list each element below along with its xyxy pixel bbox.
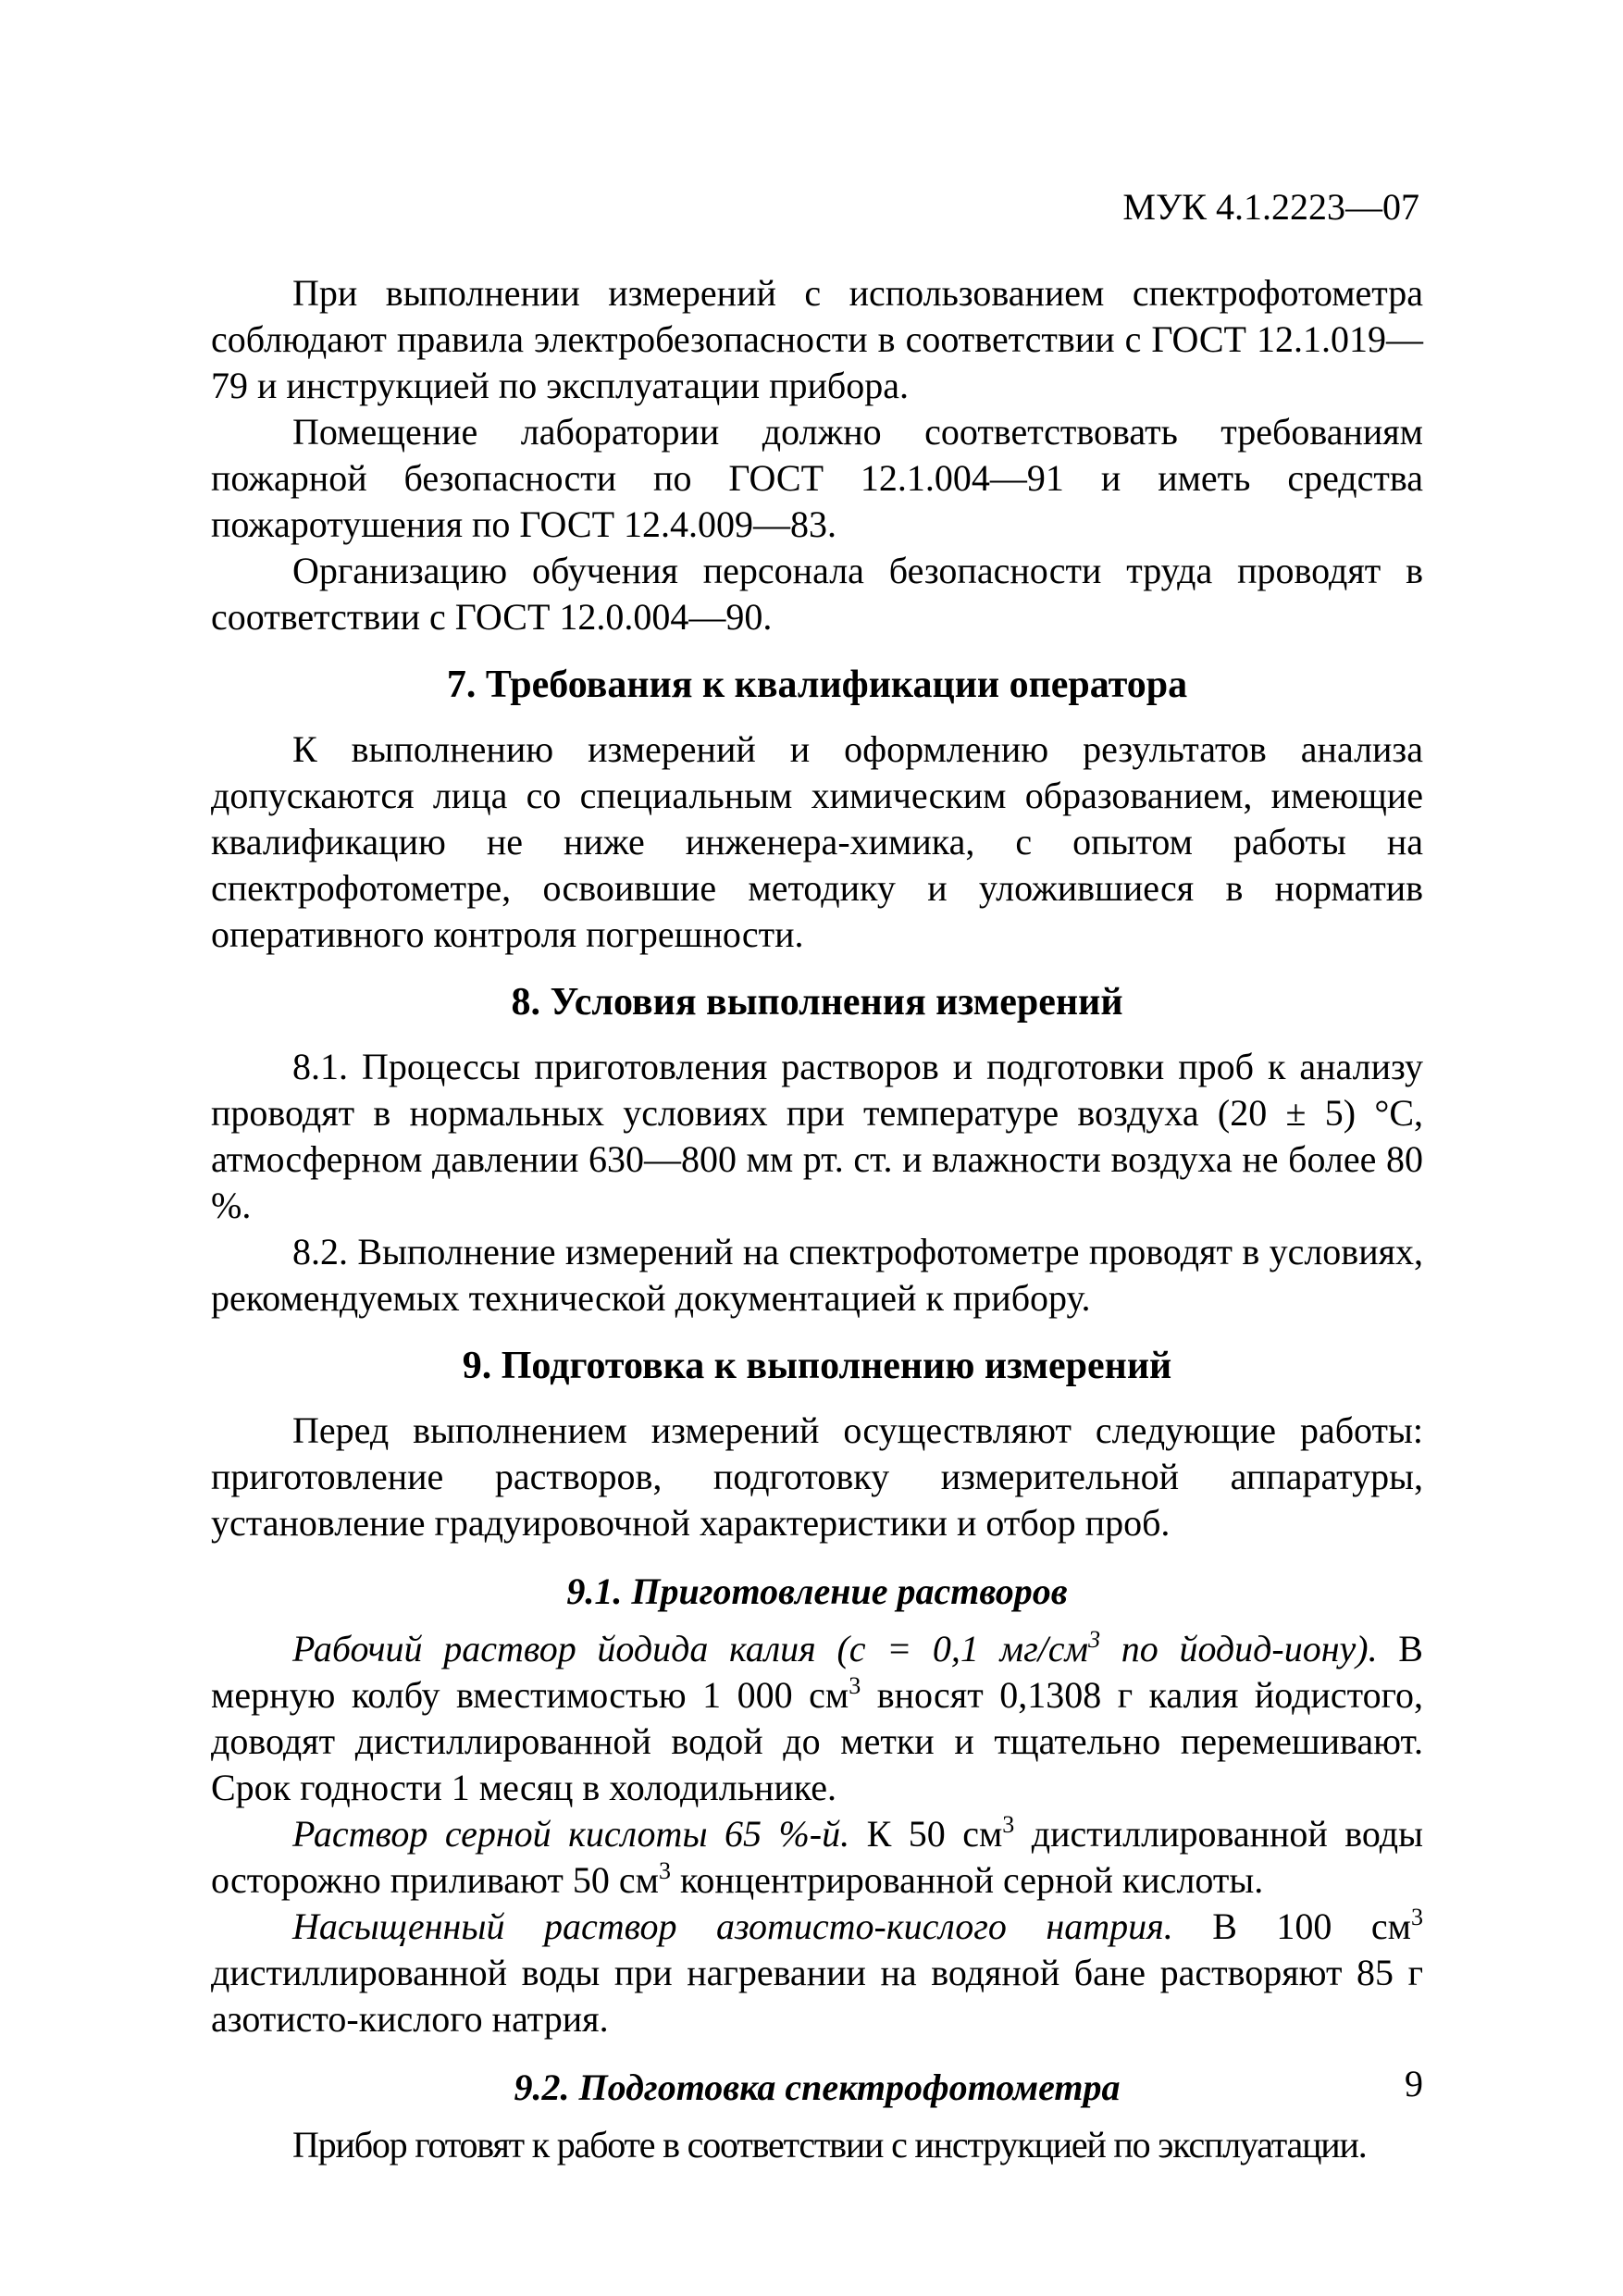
reagent-name-potassium-iodide: Рабочий раствор йодида калия (с = 0,1 $мг/см^3$ по йодид-иону). bbox=[292, 1626, 1378, 1669]
intro-paragraph-fire-safety: Помещение лаборатории должно соответствовать требованиям пожарной безопасности по ГОСТ 12.1.004—91 и иметь средства пожаротушения по ГОСТ 12.4.009—83. bbox=[211, 411, 1423, 545]
section-9-heading: 9. Подготовка к выполнению измерений bbox=[462, 1345, 1172, 1387]
intro-paragraph-electrical-safety: При выполнении измерений с использованием спектрофотометра соблюдают правила электробезопасности в соответствии с ГОСТ 12.1.019—79 и инструкцией по эксплуатации прибора. bbox=[211, 272, 1423, 406]
section-7-paragraph: К выполнению измерений и оформлению результатов анализа допускаются лица со специальным химическим образованием, имеющие квалификацию не ниже инженера-химика, с опытом работы на спектрофотометре, освоившие методику и уложившиеся в норматив оперативного контроля погрешности. bbox=[211, 728, 1423, 955]
page-number: 9 bbox=[1405, 2063, 1423, 2104]
subsection-9-1-heading: 9.1. Приготовление растворов bbox=[566, 1570, 1068, 1612]
subsection-9-2-paragraph: Прибор готовят к работе в соответствии с инструкцией по эксплуатации. bbox=[292, 2124, 1367, 2166]
section-8-2-paragraph: 8.2. Выполнение измерений на спектрофотометре проводят в условиях, рекомендуемых технической документацией к прибору. bbox=[211, 1231, 1423, 1319]
reagent-name-sodium-nitrite: Насыщенный раствор азотисто-кислого натрия. bbox=[292, 1905, 1173, 1947]
reagent-sodium-nitrite-paragraph: Насыщенный раствор азотисто-кислого натрия. В 100 $см^3$ дистиллированной воды при нагревании на водяной бане растворяют 85 г азотисто-кислого натрия. bbox=[211, 1904, 1423, 2040]
section-9-intro-paragraph: Перед выполнением измерений осуществляют следующие работы: приготовление растворов, подготовку измерительной аппаратуры, установление градуировочной характеристики и отбор проб. bbox=[211, 1409, 1423, 1544]
section-8-1-paragraph: 8.1. Процессы приготовления растворов и подготовки проб к анализу проводят в нормальных условиях при температуре воздуха (20 ± 5) °С, атмосферном давлении 630—800 мм рт. ст. и влажности воздуха не более 80 %. bbox=[211, 1046, 1423, 1226]
section-8-heading: 8. Условия выполнения измерений bbox=[511, 981, 1123, 1024]
reagent-potassium-iodide-paragraph: Рабочий раствор йодида калия (с = 0,1 $мг/см^3$ по йодид-иону). В мерную колбу вместимостью 1 000 $см^3$ вносят 0,1308 г калия йодистого, доводят дистиллированной водой до метки и тщательно перемешивают. Срок годности 1 месяц в холодильнике. bbox=[211, 1626, 1423, 1808]
reagent-sulfuric-acid-paragraph: Раствор серной кислоты 65 %-й. К 50 $см^3$ дистиллированной воды осторожно приливают 50 $см^3$ концентрированной серной кислоты. bbox=[211, 1811, 1423, 1901]
page-content bbox=[211, 270, 1423, 2168]
intro-paragraph-training: Организацию обучения персонала безопасности труда проводят в соответствии с ГОСТ 12.0.004—90. bbox=[211, 550, 1423, 638]
section-7-heading: 7. Требования к квалификации оператора bbox=[446, 664, 1188, 706]
reagent-name-sulfuric-acid: Раствор серной кислоты 65 %-й. bbox=[292, 1813, 850, 1855]
subsection-9-2-heading: 9.2. Подготовка спектрофотометра bbox=[514, 2066, 1121, 2108]
document-code: МУК 4.1.2223—07 bbox=[1122, 186, 1419, 228]
